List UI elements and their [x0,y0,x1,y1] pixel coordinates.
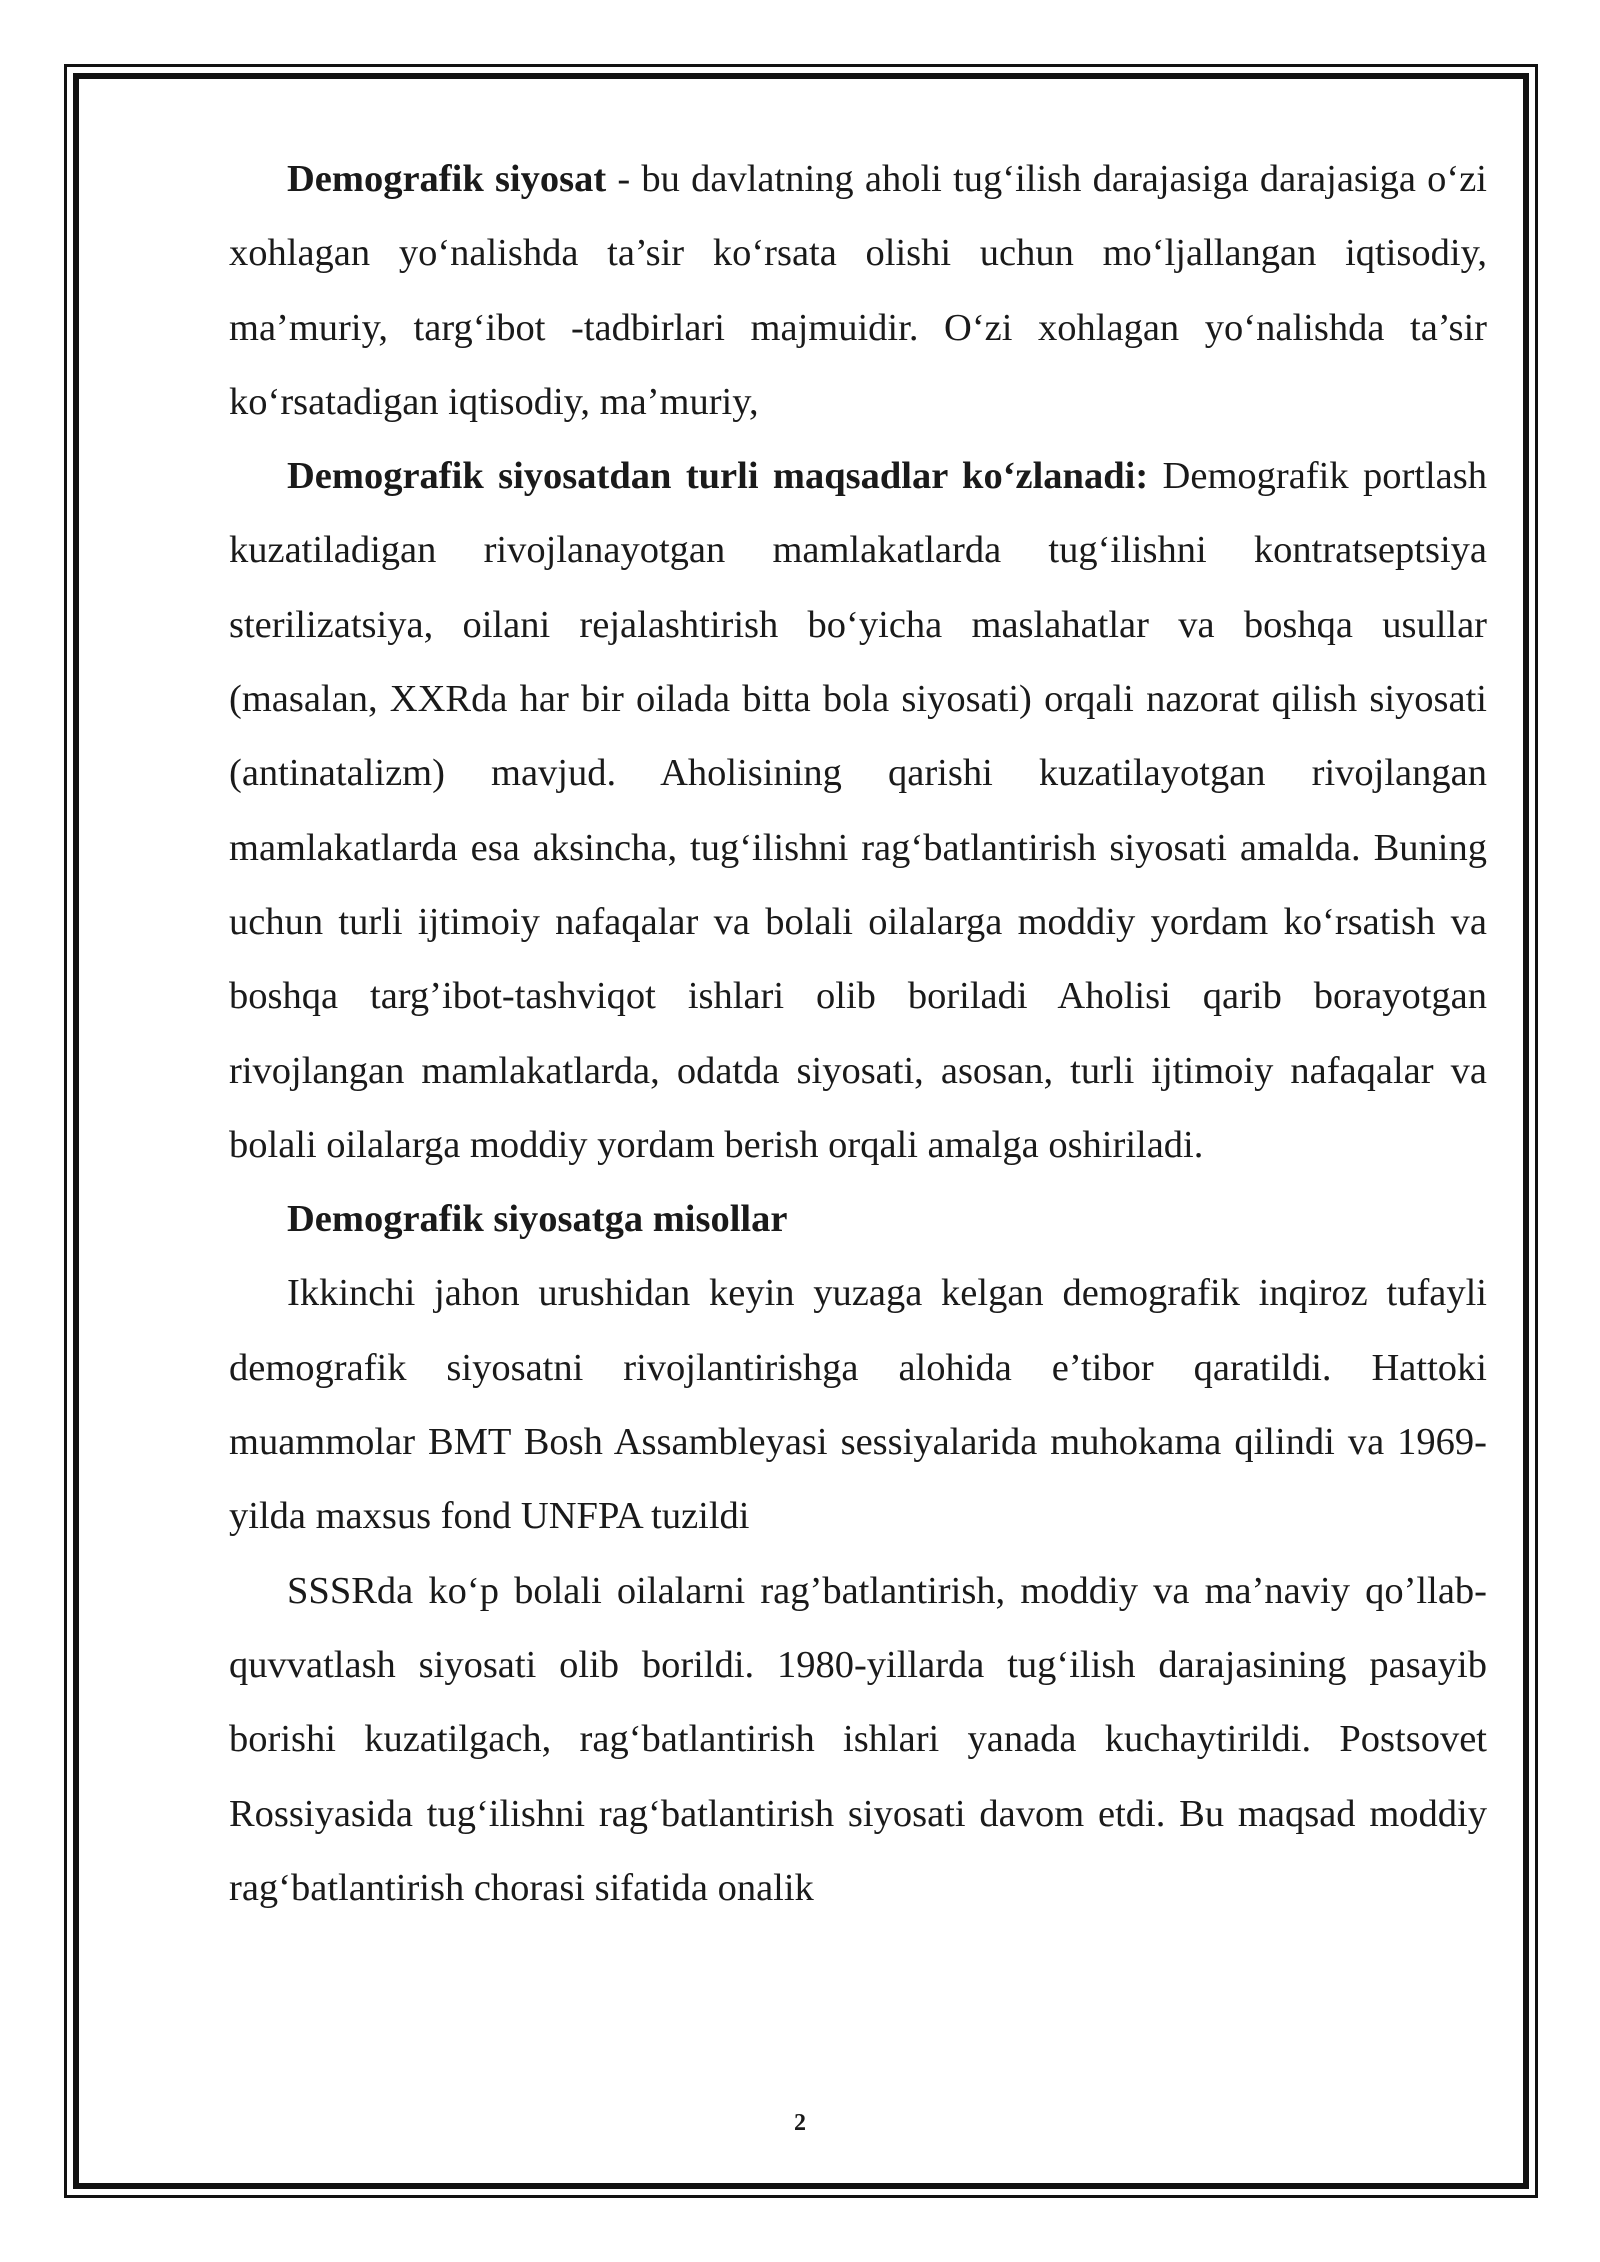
paragraph-ussr: SSSRda ko‘p bolali oilalarni rag’batlantirish, moddiy va ma’naviy qo’llab-quvvatlash siyosati olib borildi. 1980-yillarda tug‘ilish darajasining pasayib borishi kuzatilgach, rag‘batlantirish ishlari yanada kuchaytirildi. Postsovet Rossiyasida tug‘ilishni rag‘batlantirish siyosati davom etdi. Bu maqsad moddiy rag‘batlantirish chorasi sifatida onalik [229,1569,1487,1909]
document-body [229,142,1487,1925]
page-number: 2 [794,2110,806,2136]
goals-text: Demografik portlash kuzatiladigan rivojlanayotgan mamlakatlarda tug‘ilishni kontratseptsiya sterilizatsiya, oilani rejalashtirish bo‘yicha maslahatlar va boshqa usullar (masalan, XXRda har bir oilada bitta bola siyosati) orqali nazorat qilish siyosati (antinatalizm) mavjud. Aholisining qarishi kuzatilayotgan rivojlangan mamlakatlarda esa aksincha, tug‘ilishni rag‘batlantirish siyosati amalda. Buning uchun turli ijtimoiy nafaqalar va bolali oilalarga moddiy yordam ko‘rsatish va boshqa targ’ibot-tashviqot ishlari olib boriladi Aholisi qarib borayotgan rivojlangan mamlakatlarda, odatda siyosati, asosan, turli ijtimoiy nafaqalar va bolali oilalarga moddiy yordam berish orqali amalga oshiriladi. [229,455,1487,1166]
paragraph-definition [229,142,1487,439]
goals-lead: Demografik siyosatdan turli maqsadlar ko‘zlanadi: [287,455,1149,498]
definition-text: - bu davlatning aholi tug‘ilish darajasiga darajasiga o‘zi xohlagan yo‘nalishda ta’sir ko‘rsata olishi uchun mo‘ljallangan iqtisodiy, ma’muriy, targ‘ibot -tadbirlari majmuidir. O‘zi xohlagan yo‘nalishda ta’sir ko‘rsatadigan iqtisodiy, ma’muriy, [229,158,1487,423]
paragraph-postwar: Ikkinchi jahon urushidan keyin yuzaga kelgan demografik inqiroz tufayli demografik siyosatni rivojlantirishga alohida e’tibor qaratildi. Hattoki muammolar BMT Bosh Assambleyasi sessiyalarida muhokama qilindi va 1969-yilda maxsus fond UNFPA tuzildi [229,1272,1487,1538]
section-heading-examples: Demografik siyosatga misollar [287,1198,788,1241]
paragraph-goals [229,439,1487,1182]
term-demografik-siyosat: Demografik siyosat [287,158,607,200]
